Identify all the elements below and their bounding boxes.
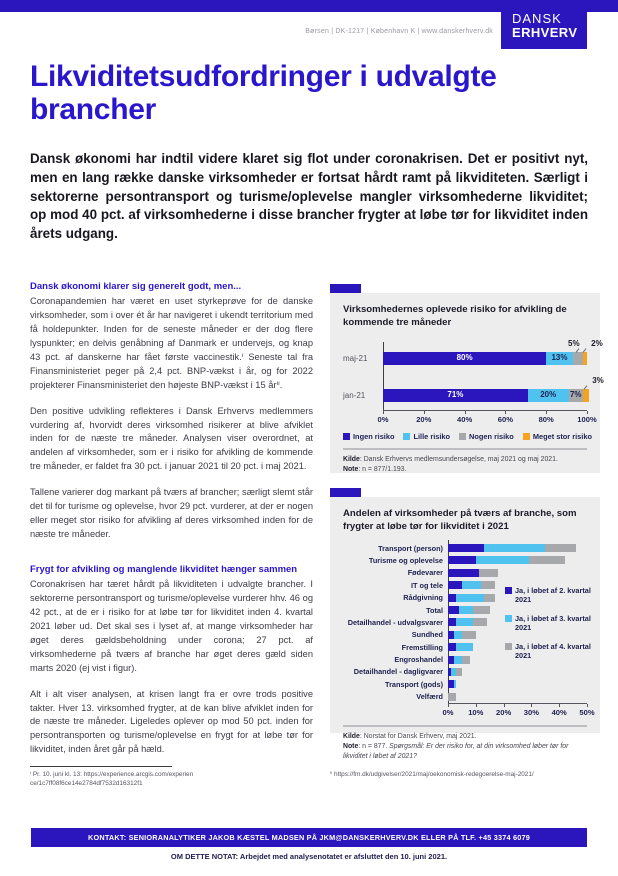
chart2-category-label: Fremstilling xyxy=(401,642,443,652)
legend-item xyxy=(403,432,450,441)
chart2-bar-row xyxy=(343,678,587,690)
chart1-bar-segment xyxy=(383,389,528,402)
legend-label: Nogen risiko xyxy=(469,431,514,441)
chart1-bar-segment xyxy=(546,352,573,365)
dansk-erhverv-logo xyxy=(501,0,587,49)
legend-item xyxy=(459,432,514,441)
article-paragraph: Den positive udvikling reflekteres i Dansk Erhvervs medlemmers vurdering af, hvorvidt deres virksomhed risikerer at blive afviklet inden for de næste tre måneder. Analysen viser overordnet, at andelen af virksomheder, som er i risiko for afvikling de kommende tre måneder, er faldet fra 30 pct. i januar 2021 til 20 pct. i maj 2021. xyxy=(30,405,313,472)
chart2-bar-segment xyxy=(476,556,529,564)
legend-label: Ja, i løbet af 3. kvartal 2021 xyxy=(515,613,591,633)
legend-item xyxy=(505,614,595,633)
axis-tick-label: 100% xyxy=(577,414,597,424)
kilde-label: Kilde xyxy=(343,455,360,463)
axis-tick xyxy=(587,704,588,707)
chart2-bar-row xyxy=(343,554,587,566)
chart2-bar-segment xyxy=(456,668,462,676)
chart-card-liquidity-fear xyxy=(330,497,600,760)
logo-line2: ERHVERV xyxy=(512,25,578,40)
chart1-x-axis xyxy=(343,410,597,425)
card-tab-accent xyxy=(330,488,361,497)
chart-card-risk-of-closure xyxy=(330,293,604,473)
chart2-bar-track xyxy=(448,693,587,701)
page-title: Likviditetsudfordringer i udvalgte brancher xyxy=(30,60,497,126)
chart2-legend xyxy=(505,586,595,670)
chart2-category-label: Total xyxy=(426,605,443,615)
chart1-bar-segment xyxy=(583,352,587,365)
chart2-bar-track xyxy=(448,569,587,577)
chart1-category-label: maj-21 xyxy=(343,353,368,363)
axis-tick-label: 40% xyxy=(456,414,473,424)
chart2-bar-track xyxy=(448,680,587,688)
chart2-bar-segment xyxy=(484,594,495,602)
legend-label: Ja, i løbet af 2. kvartal 2021 xyxy=(515,585,591,605)
axis-tick xyxy=(546,411,547,414)
legend-swatch xyxy=(505,643,512,650)
axis-tick-label: 60% xyxy=(497,414,513,424)
axis-tick-label: 0% xyxy=(377,414,389,424)
intro-paragraph: Dansk økonomi har indtil videre klaret sig flot under coronakrisen. Det er positivt nyt, men en lang række danske virksomheder er fortsat hårdt ramt på likviditeten. Særligt i sektorerne persontransport og turisme/oplevelse mangler virksomhederne likviditet; op mod 40 pct. af virksomhederne i disse brancher frygter at løbe tør for likviditet inden årets udgang. xyxy=(30,151,588,242)
chart2-bar-segment xyxy=(459,606,473,614)
chart2-bar-row xyxy=(343,542,587,554)
chart2-bar-segment xyxy=(462,581,481,589)
legend-swatch xyxy=(505,587,512,594)
about-note: OM DETTE NOTAT: Arbejdet med analysenotatet er afsluttet den 10. juni 2021. xyxy=(170,852,448,861)
legend-swatch xyxy=(343,433,350,440)
note-label: Note xyxy=(343,465,359,473)
axis-tick-label: 40% xyxy=(551,707,567,717)
chart2-category-label: Transport (person) xyxy=(378,543,443,553)
chart1-source-note xyxy=(343,455,587,475)
chart2-bar-segment xyxy=(456,594,484,602)
article-column xyxy=(30,281,313,769)
contact-text: KONTAKT: SENIORANALYTIKER JAKOB KÆSTEL MADSEN PÅ JKM@DANSKERHVERV.DK ELLER PÅ TLF. +45 3374 6079 xyxy=(88,833,530,842)
chart1-value-label: 3% xyxy=(592,375,604,385)
chart1-legend xyxy=(343,431,592,441)
chart2-title: Andelen af virksomheder på tværs af branche, som frygter at løbe tør for likviditet i 2021 xyxy=(343,508,577,532)
chart2-bar-segment xyxy=(448,569,479,577)
chart2-category-label: Turisme og oplevelse xyxy=(368,555,443,565)
chart1-bar-segment xyxy=(528,389,569,402)
card-divider xyxy=(343,725,587,727)
chart1-value-label: 7% xyxy=(569,389,582,399)
chart2-bar-track xyxy=(448,544,587,552)
chart2-bar-segment xyxy=(448,606,459,614)
footnote-1[interactable]: ⁱ Pr. 10. juni kl. 13: https://experience.arcgis.com/experience/1c7ff08f6ce14e2784df7532d16312f1 xyxy=(30,771,194,787)
axis-tick-label: 0% xyxy=(442,707,454,717)
chart2-bar-segment xyxy=(448,693,456,701)
chart2-plot-area xyxy=(343,540,591,703)
section-heading-1: Dansk økonomi klarer sig generelt godt, men... xyxy=(30,281,242,292)
chart2-bar-row xyxy=(343,691,587,703)
chart2-bar-segment xyxy=(448,544,484,552)
axis-tick-label: 10% xyxy=(468,707,484,717)
chart2-category-label: Engroshandel xyxy=(394,655,443,665)
legend-swatch xyxy=(459,433,466,440)
chart2-category-label: Transport (gods) xyxy=(385,679,443,689)
chart2-bar-segment xyxy=(529,556,565,564)
chart2-bar-segment xyxy=(473,618,487,626)
chart1-category-label: jan-21 xyxy=(343,390,366,400)
article-paragraph: Coronapandemien har været en uset styrkeprøve for de danske virksomheder, som i over ét år har navigeret i ukendt territorium med få holdepunkter. Inden for de seneste måneder er der dog flere lyspunkter; en delvis genåbning af Danmark er undervejs, og knap 43 pct. af danskerne har fået første vaccinestik.ⁱ Seneste tal fra Finansministeriet peger på 2,4 pct. BNP-vækst i år, og for 2022 projekterer Finansministeriet den højeste BNP-vækst i 15 årⁱⁱ. xyxy=(30,296,313,390)
chart1-bar-segment xyxy=(383,352,546,365)
chart2-bar-segment xyxy=(454,656,462,664)
contact-bar xyxy=(31,828,587,847)
chart2-category-label: Detailhandel - dagligvarer xyxy=(353,667,443,677)
chart2-bar-segment xyxy=(448,581,462,589)
chart2-bar-segment xyxy=(448,618,456,626)
chart2-category-label: IT og tele xyxy=(410,580,443,590)
chart1-value-label: 80% xyxy=(456,352,473,362)
chart1-value-label: 5% xyxy=(568,338,580,348)
legend-swatch xyxy=(523,433,530,440)
chart2-bar-segment xyxy=(454,680,457,688)
chart2-bar-segment xyxy=(473,606,490,614)
legend-label: Ja, i løbet af 4. kvartal 2021 xyxy=(515,641,591,661)
chart1-bar-segment xyxy=(573,352,583,365)
chart1-value-label: 2% xyxy=(591,338,603,348)
footnote-divider xyxy=(30,766,172,767)
legend-label: Lille risiko xyxy=(413,431,451,441)
axis-tick xyxy=(383,411,384,414)
chart2-category-label: Sundhed xyxy=(411,630,443,640)
chart2-bar-segment xyxy=(456,643,473,651)
article-paragraph: Tallene varierer dog markant på tværs af brancher; særligt slemt står det til for turisme og oplevelse, hvor 29 pct. vurderer, at der er nogen eller meget stor risiko for afvikling af deres virksomhed inden for de næste tre måneder. xyxy=(30,487,313,540)
axis-tick-label: 20% xyxy=(495,707,512,717)
axis-tick xyxy=(531,704,532,707)
chart1-value-label: 13% xyxy=(551,352,568,362)
legend-label: Ingen risiko xyxy=(353,431,395,441)
legend-item xyxy=(505,586,595,605)
chart2-bar-row xyxy=(343,567,587,579)
chart2-bar-segment xyxy=(462,631,476,639)
chart2-category-label: Velfærd xyxy=(416,692,443,702)
chart2-bar-track xyxy=(448,556,587,564)
legend-label: Meget stor risiko xyxy=(532,431,592,441)
axis-tick xyxy=(504,704,505,707)
axis-tick-label: 50% xyxy=(579,707,595,717)
chart1-value-label: 20% xyxy=(540,389,557,399)
chart2-bar-segment xyxy=(462,656,470,664)
chart2-category-label: Fødevarer xyxy=(407,568,443,578)
article-paragraph: Alt i alt viser analysen, at krisen langt fra er ovre trods positive takter. Hver 13. virksomhed frygter, at de kan blive afviklet inden for de næste tre måneder. Ligeledes oplever op mod 50 pct. inden for persontransporten og turisme/oplevelse en frygt for at løbe tør for likviditet, inden året går på hæld. xyxy=(30,688,313,755)
legend-item xyxy=(523,432,592,441)
axis-tick xyxy=(505,411,506,414)
chart2-bar-segment xyxy=(454,631,462,639)
footnote-2[interactable]: ⁱⁱ https://fm.dk/udgivelser/2021/maj/oekonomisk-redegoerelse-maj-2021/ xyxy=(330,771,534,778)
chart2-bar-segment xyxy=(479,569,498,577)
axis-tick-label: 20% xyxy=(416,414,432,424)
chart1-bar-row xyxy=(343,338,603,365)
chart2-x-axis-line xyxy=(442,703,595,718)
card-tab-accent xyxy=(330,284,361,293)
legend-item xyxy=(505,642,595,661)
legend-item xyxy=(343,432,394,441)
axis-tick xyxy=(559,704,560,707)
card-divider xyxy=(343,448,587,450)
section-heading-2: Frygt for afvikling og manglende likviditet hænger sammen xyxy=(30,564,298,575)
axis-tick-label: 80% xyxy=(538,414,554,424)
kilde-text: : Norstat for Dansk Erhverv, maj 2021. xyxy=(359,732,477,740)
chart2-category-label: Rådgivning xyxy=(403,593,443,603)
chart2-bar-segment xyxy=(456,618,473,626)
chart1-title: Virksomhedernes oplevede risiko for afvikling de kommende tre måneder xyxy=(343,304,567,328)
chart1-bar-track xyxy=(383,375,604,402)
chart1-bar-track xyxy=(383,338,603,365)
chart1-bar-segment xyxy=(583,389,589,402)
axis-tick xyxy=(465,411,466,414)
note-label: Note xyxy=(343,742,359,750)
legend-swatch xyxy=(505,615,512,622)
axis-tick xyxy=(424,411,425,414)
chart1-plot-area xyxy=(343,336,604,410)
chart2-source-note xyxy=(343,732,587,762)
chart1-value-label: 71% xyxy=(447,389,464,399)
chart2-x-axis xyxy=(343,703,595,718)
note-text: : n = 877. xyxy=(358,742,390,750)
kilde-label: Kilde xyxy=(343,732,360,740)
chart1-bar-segment xyxy=(569,389,583,402)
note-question: Spørgsmål: Er der risiko for, at din virksomhed løber tør for likviditet i løbet af 2021? xyxy=(343,742,569,760)
axis-tick xyxy=(587,411,588,414)
chart2-bar-segment xyxy=(448,594,456,602)
axis-tick xyxy=(448,704,449,707)
chart2-bar-segment xyxy=(448,643,456,651)
legend-swatch xyxy=(403,433,410,440)
publisher-address: Børsen | DK-1217 | København K | www.danskerhverv.dk xyxy=(305,28,493,35)
article-paragraph: Coronakrisen har tæret hårdt på likviditeten i udvalgte brancher. I sektorerne persontransport og turisme/oplevelse vurderer hhv. 46 og 42 pct., at de er i risiko for at løbe tør for likviditet inden 4. kvartal 2021 løber ud. Det skal ses i lyset af, at mange virksomheder har øget deres gældsbeholdning under corona; 27 pct. af virksomhederne på tværs af branche har øget deres gæld siden marts 2020 (ej vist i figur). xyxy=(30,579,313,673)
chart1-x-axis-line xyxy=(377,410,597,425)
logo-line1: DANSK xyxy=(512,11,562,26)
chart2-bar-segment xyxy=(448,556,476,564)
note-text: : n = 877/1.193. xyxy=(358,465,407,473)
kilde-text: : Dansk Erhvervs medlemsundersøgelse, maj 2021 og maj 2021. xyxy=(359,455,558,463)
chart2-bar-segment xyxy=(481,581,495,589)
axis-tick xyxy=(476,704,477,707)
axis-tick-label: 30% xyxy=(523,707,539,717)
chart2-bar-segment xyxy=(545,544,576,552)
chart1-bar-row xyxy=(343,375,604,402)
chart2-bar-segment xyxy=(484,544,545,552)
chart2-category-label: Detailhandel - udvalgsvarer xyxy=(347,617,443,627)
